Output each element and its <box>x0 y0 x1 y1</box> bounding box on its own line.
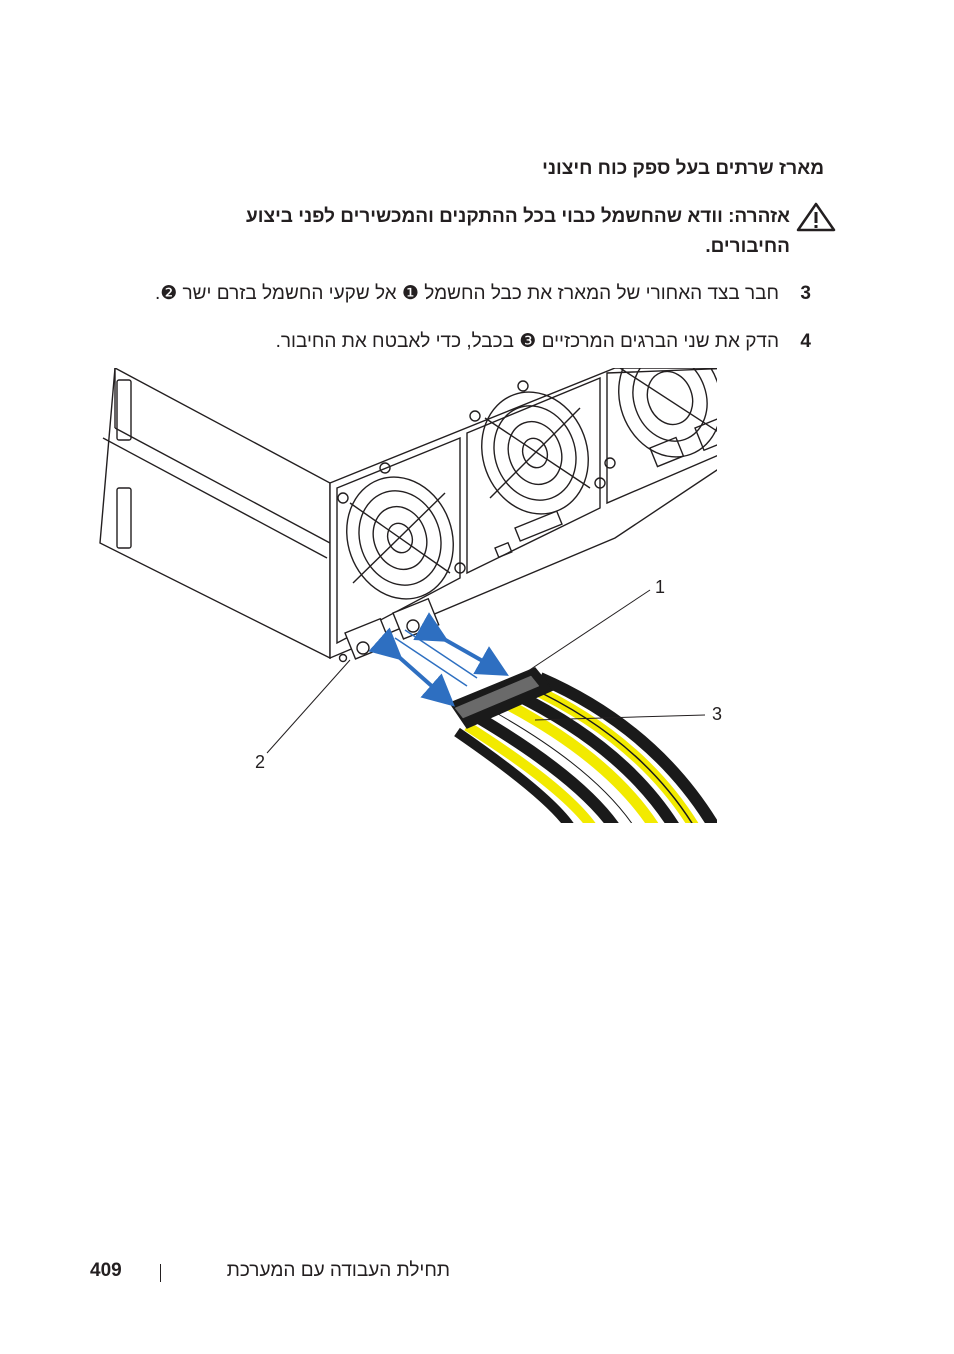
footer-divider <box>160 1264 161 1282</box>
step-item <box>131 282 811 305</box>
callout-3: 3 <box>712 704 723 724</box>
warning-triangle-icon <box>796 202 836 232</box>
step-text: חבר בצד האחורי של המארז את כבל החשמל ❶ אל שקעי החשמל בזרם ישר ❷. <box>154 283 779 304</box>
insertion-arrows <box>391 630 495 696</box>
chassis-side-panel <box>100 368 330 658</box>
section-heading: מארז שרתים בעל ספק כוח חיצוני <box>542 158 824 179</box>
footer-chapter-title: תחילת העבודה עם המערכת <box>226 1260 450 1281</box>
callout-2: 2 <box>255 752 266 772</box>
step-number: 4 <box>800 331 811 352</box>
callout-1: 1 <box>655 577 666 597</box>
power-cable <box>450 668 715 828</box>
page-number: 409 <box>90 1260 122 1281</box>
warning-notice <box>176 202 836 262</box>
power-connection-illustration <box>95 368 745 828</box>
page-footer <box>90 1260 470 1286</box>
warning-text: אזהרה: וודא שהחשמל כבוי בכל ההתקנים והמכשירים לפני ביצוע החיבורים. <box>246 206 790 257</box>
step-text: הדק את שני הברגים המרכזיים ❸ בכבל, כדי לאבטח את החיבור. <box>275 331 779 352</box>
step-item <box>131 330 811 353</box>
step-number: 3 <box>800 283 811 304</box>
